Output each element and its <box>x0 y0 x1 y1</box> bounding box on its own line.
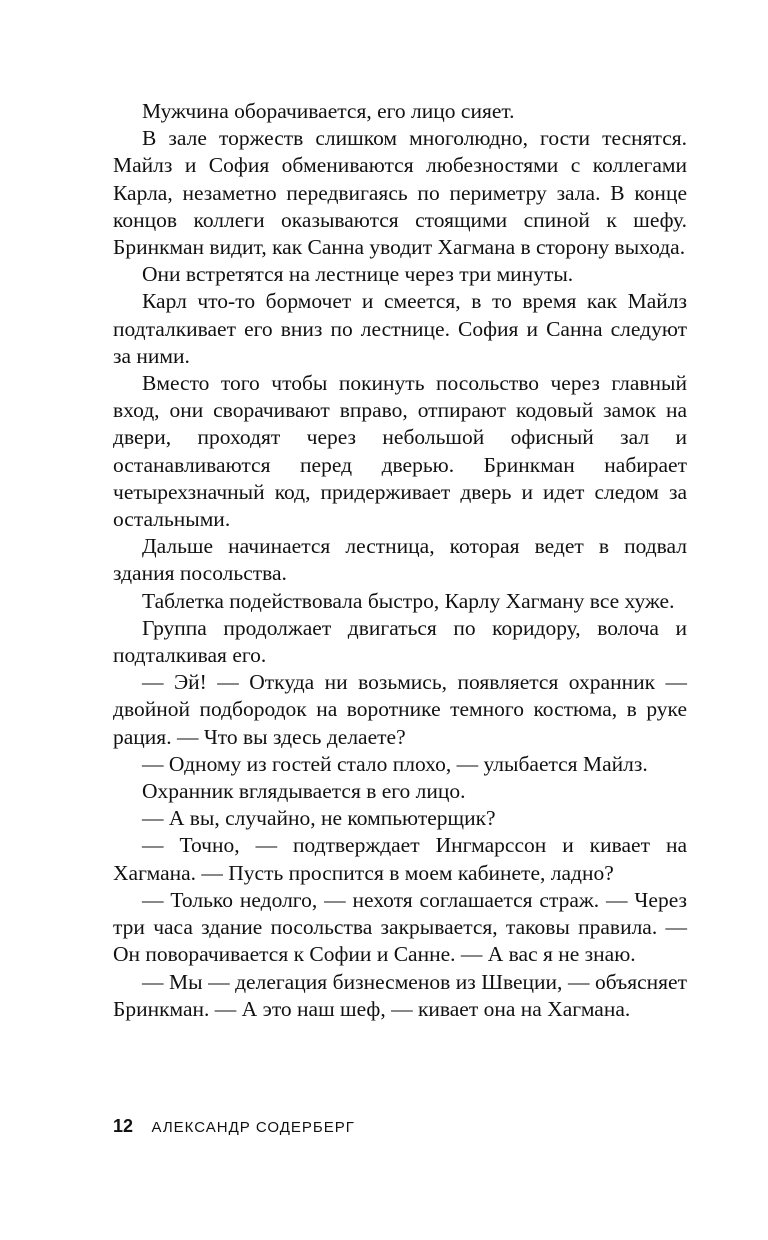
paragraph: Таблетка подействовала быстро, Карлу Хагману все хуже. <box>142 588 675 613</box>
paragraph: В зале торжеств слишком многолюдно, гости теснятся. Майлз и София обмениваются любезностями с коллегами Карла, незаметно передвигаясь по периметру зала. В конце концов коллеги оказываются стоящими спиной к шефу. Бринкман видит, как Санна уводит Хагмана в сторону выхода. <box>113 126 687 260</box>
paragraph: — Точно, — подтверждает Ингмарссон и кивает на Хагмана. — Пусть проспится в моем кабинете, ладно? <box>113 833 687 885</box>
page-text <box>113 98 687 1023</box>
page-number: 12 <box>113 1116 134 1136</box>
paragraph: Группа продолжает двигаться по коридору, волоча и подталкивая его. <box>113 615 687 668</box>
paragraph: — Одному из гостей стало плохо, — улыбается Майлз. <box>142 751 648 776</box>
running-head: АЛЕКСАНДР СОДЕРБЕРГ <box>151 1119 355 1136</box>
paragraph: Дальше начинается лестница, которая ведет в подвал здания посольства. <box>113 534 687 586</box>
paragraph: Охранник вглядывается в его лицо. <box>142 779 466 804</box>
paragraph: Карл что-то бормочет и смеется, в то время как Майлз подталкивает его вниз по лестнице. София и Санна следуют за ними. <box>113 289 687 368</box>
paragraph: — Только недолго, — нехотя соглашается страж. — Через три часа здание посольства закрывается, таковы правила. — Он поворачивается к Софии и Санне. — А вас я не знаю. <box>113 887 687 967</box>
paragraph: Вместо того чтобы покинуть посольство через главный вход, они сворачивают вправо, отпирают кодовый замок на двери, проходят через небольшой офисный зал и останавливаются перед дверью. Бринкман набирает четырехзначный код, придерживает дверь и идет следом за остальными. <box>113 371 687 532</box>
paragraph: Они встретятся на лестнице через три минуты. <box>142 262 574 287</box>
paragraph: — Эй! — Откуда ни возьмись, появляется охранник — двойной подбородок на воротнике темного костюма, в руке рация. — Что вы здесь делаете? <box>113 670 687 749</box>
paragraph: — А вы, случайно, не компьютерщик? <box>142 806 496 831</box>
page-footer <box>113 1116 355 1137</box>
paragraph: — Мы — делегация бизнесменов из Швеции, — объясняет Бринкман. — А это наш шеф, — кивает она на Хагмана. <box>113 969 687 1021</box>
paragraph: Мужчина оборачивается, его лицо сияет. <box>142 99 515 123</box>
